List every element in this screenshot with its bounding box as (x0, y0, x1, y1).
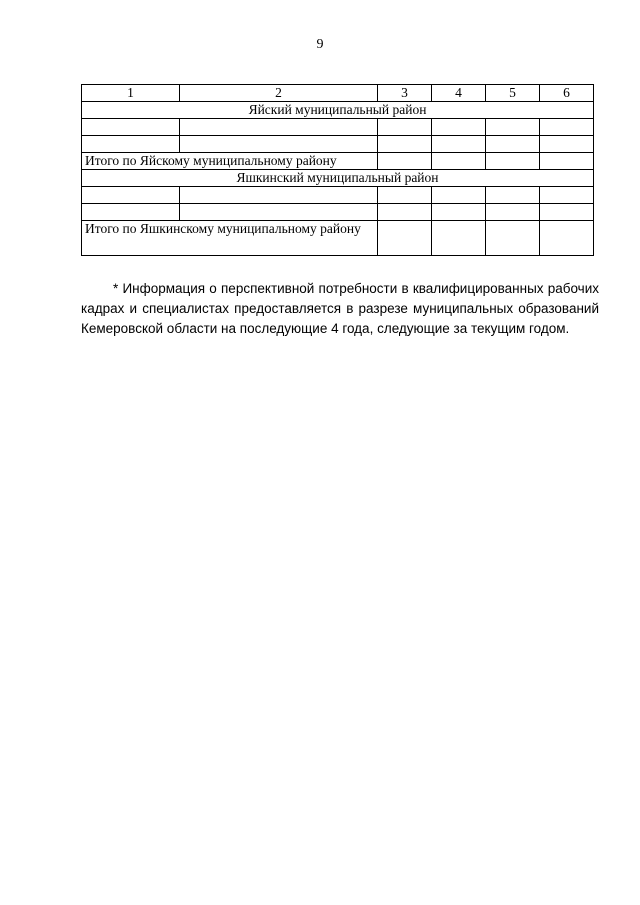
table-cell (180, 204, 378, 221)
table-cell (486, 136, 540, 153)
table-row (82, 204, 594, 221)
table-cell (82, 204, 180, 221)
table-cell (180, 136, 378, 153)
section-title-row (82, 102, 594, 119)
table-cell (540, 221, 594, 256)
total-row (82, 153, 594, 170)
total-row (82, 221, 594, 256)
table-cell (540, 119, 594, 136)
column-header: 4 (432, 85, 486, 102)
table-cell (82, 119, 180, 136)
table-cell (378, 119, 432, 136)
table-cell (378, 204, 432, 221)
table-cell (486, 119, 540, 136)
table-cell (540, 204, 594, 221)
table-cell (180, 187, 378, 204)
column-header: 5 (486, 85, 540, 102)
table-cell (82, 187, 180, 204)
column-header: 6 (540, 85, 594, 102)
page-number: 9 (316, 37, 324, 52)
table-cell (540, 187, 594, 204)
table-cell (486, 221, 540, 256)
table-cell (378, 187, 432, 204)
table-cell (432, 187, 486, 204)
table-cell (432, 204, 486, 221)
table-cell (432, 136, 486, 153)
footnote: * Информация о перспективной потребности в квалифицированных рабочих кадрах и специалистах предоставляется в разрезе муниципальных образований Кемеровской области на последующие 4 года, следующие за текущим годом. (81, 281, 599, 336)
table-cell (82, 136, 180, 153)
table-header-row (82, 85, 594, 102)
table-cell (540, 153, 594, 170)
table-cell (378, 221, 432, 256)
table-cell (540, 136, 594, 153)
table-cell (486, 187, 540, 204)
column-header: 1 (82, 85, 180, 102)
table-cell (180, 119, 378, 136)
total-label: Итого по Яйскому муниципальному району (82, 153, 378, 170)
table-row (82, 187, 594, 204)
section-title-row (82, 170, 594, 187)
section-title: Яшкинский муниципальный район (82, 170, 594, 187)
total-label: Итого по Яшкинскому муниципальному району (82, 221, 378, 256)
table-cell (378, 153, 432, 170)
table-cell (486, 153, 540, 170)
table-cell (486, 204, 540, 221)
table-row (82, 119, 594, 136)
data-table (81, 84, 594, 256)
column-header: 3 (378, 85, 432, 102)
section-title: Яйский муниципальный район (82, 102, 594, 119)
table-cell (432, 119, 486, 136)
table-cell (432, 153, 486, 170)
table-cell (432, 221, 486, 256)
column-header: 2 (180, 85, 378, 102)
table-cell (378, 136, 432, 153)
table-row (82, 136, 594, 153)
